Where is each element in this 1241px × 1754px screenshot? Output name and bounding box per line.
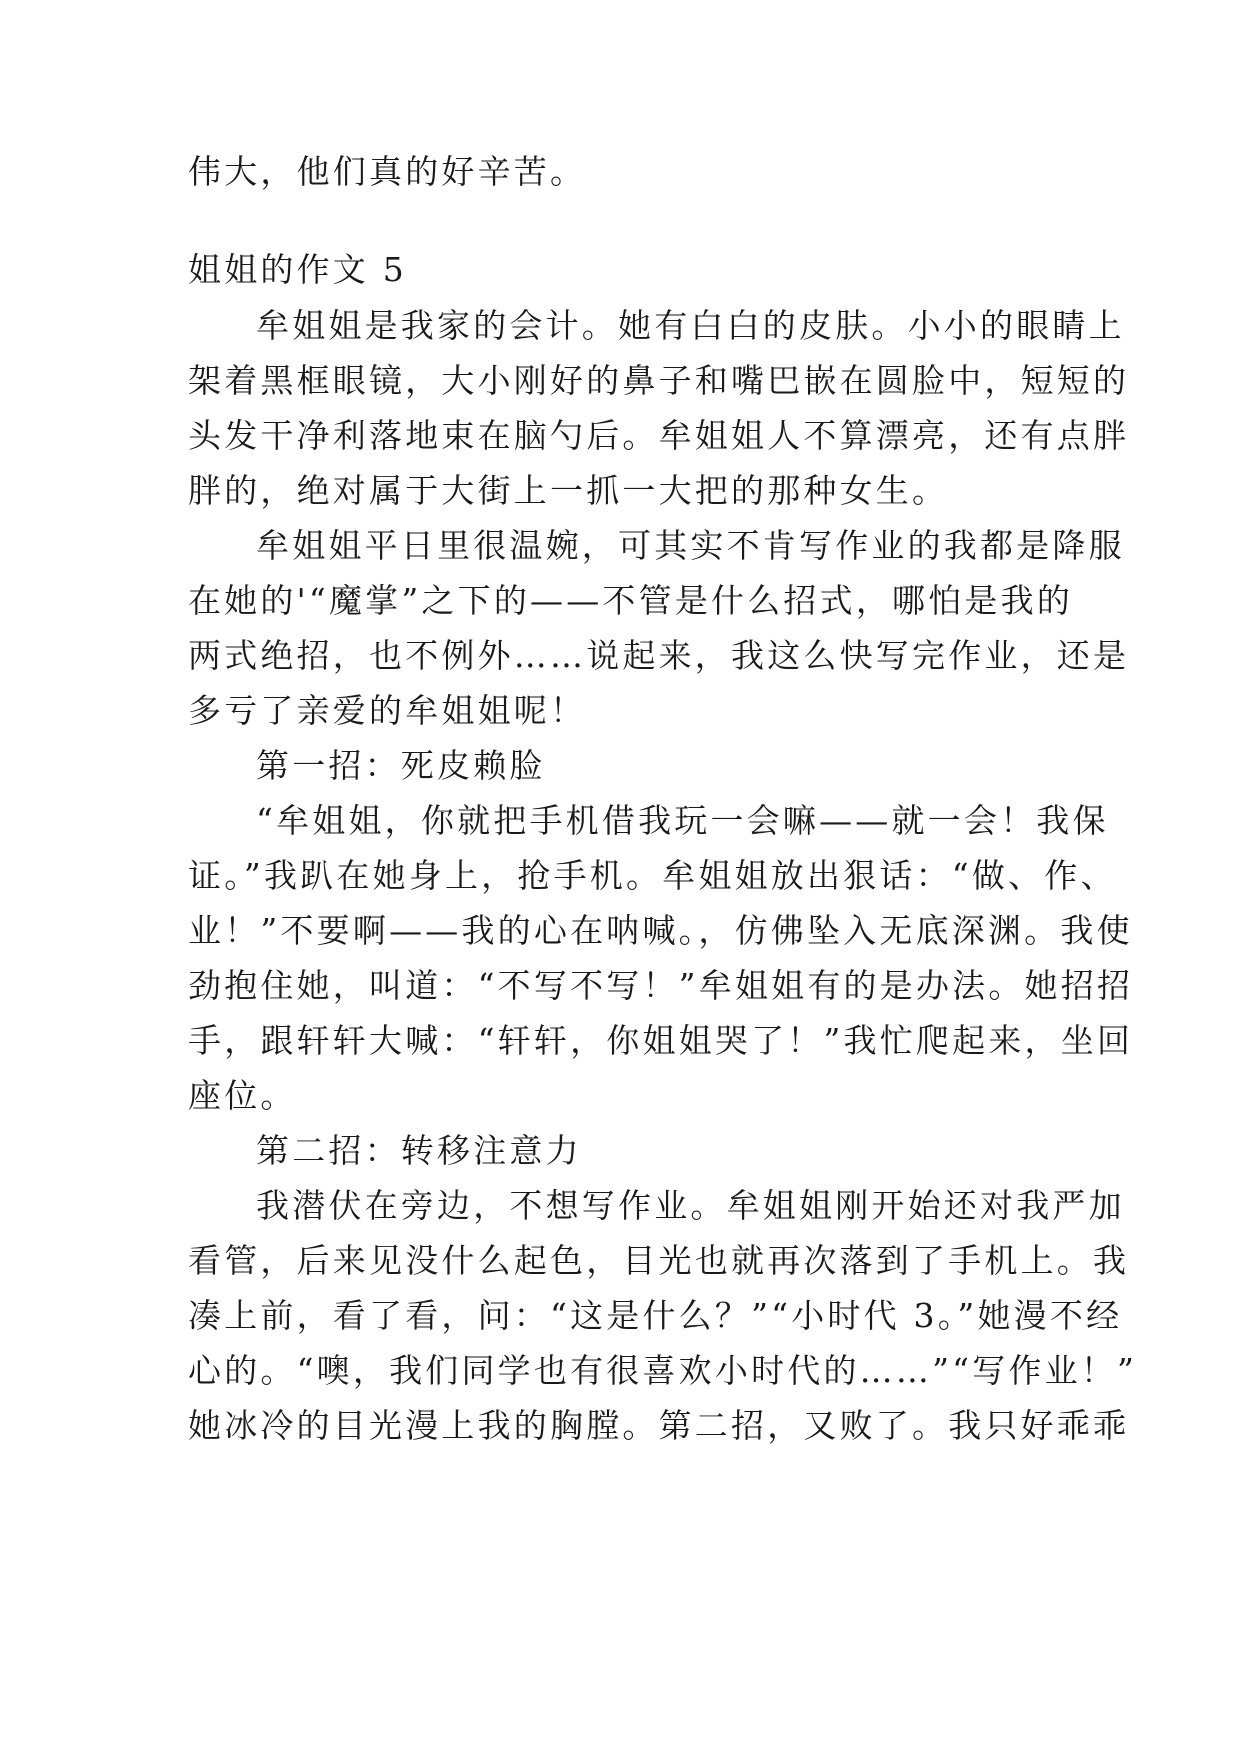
- paragraph-line: 业！”不要啊——我的心在呐喊。，仿佛坠入无底深渊。我使: [188, 911, 1133, 950]
- paragraph-line: 在她的'“魔掌”之下的——不管是什么招式，哪怕是我的: [188, 581, 1074, 620]
- paragraph-line: 架着黑框眼镜，大小刚好的鼻子和嘴巴嵌在圆脸中，短短的: [188, 361, 1130, 400]
- section-heading: 第二招：转移注意力: [256, 1131, 582, 1170]
- paragraph-line: 我潜伏在旁边，不想写作业。牟姐姐刚开始还对我严加: [256, 1186, 1125, 1225]
- paragraph-line: 证。”我趴在她身上，抢手机。牟姐姐放出狠话：“做、作、: [188, 856, 1117, 895]
- essay-title: 姐姐的作文 5: [188, 250, 407, 289]
- section-heading: 第一招：死皮赖脸: [256, 746, 546, 785]
- paragraph-line: 凑上前，看了看，问：“这是什么？”“小时代 3。”她漫不经: [188, 1296, 1123, 1335]
- paragraph-line: 她冰冷的目光漫上我的胸膛。第二招，又败了。我只好乖乖: [188, 1406, 1130, 1445]
- paragraph-line: 胖的，绝对属于大街上一抓一大把的那种女生。: [188, 471, 949, 510]
- paragraph-line: 两式绝招，也不例外……说起来，我这么快写完作业，还是: [188, 636, 1130, 675]
- paragraph-line: 多亏了亲爱的牟姐姐呢！: [188, 691, 587, 730]
- paragraph-line: 牟姐姐是我家的会计。她有白白的皮肤。小小的眼睛上: [256, 306, 1125, 345]
- paragraph-line: 劲抱住她，叫道：“不写不写！”牟姐姐有的是办法。她招招: [188, 966, 1134, 1005]
- paragraph-line: 看管，后来见没什么起色，目光也就再次落到了手机上。我: [188, 1241, 1130, 1280]
- paragraph-line-ending: 伟大，他们真的好辛苦。: [188, 152, 587, 191]
- paragraph-line: 头发干净利落地束在脑勺后。牟姐姐人不算漂亮，还有点胖: [188, 416, 1130, 455]
- paragraph-line: 牟姐姐平日里很温婉，可其实不肯写作业的我都是降服: [256, 526, 1125, 565]
- paragraph-line: 心的。“噢，我们同学也有很喜欢小时代的……”“写作业！”: [188, 1351, 1138, 1390]
- paragraph-line: 座位。: [188, 1076, 297, 1115]
- paragraph-line: 手，跟轩轩大喊：“轩轩，你姐姐哭了！”我忙爬起来，坐回: [188, 1021, 1134, 1060]
- paragraph-line: “牟姐姐，你就把手机借我玩一会嘛——就一会！我保: [256, 801, 1109, 840]
